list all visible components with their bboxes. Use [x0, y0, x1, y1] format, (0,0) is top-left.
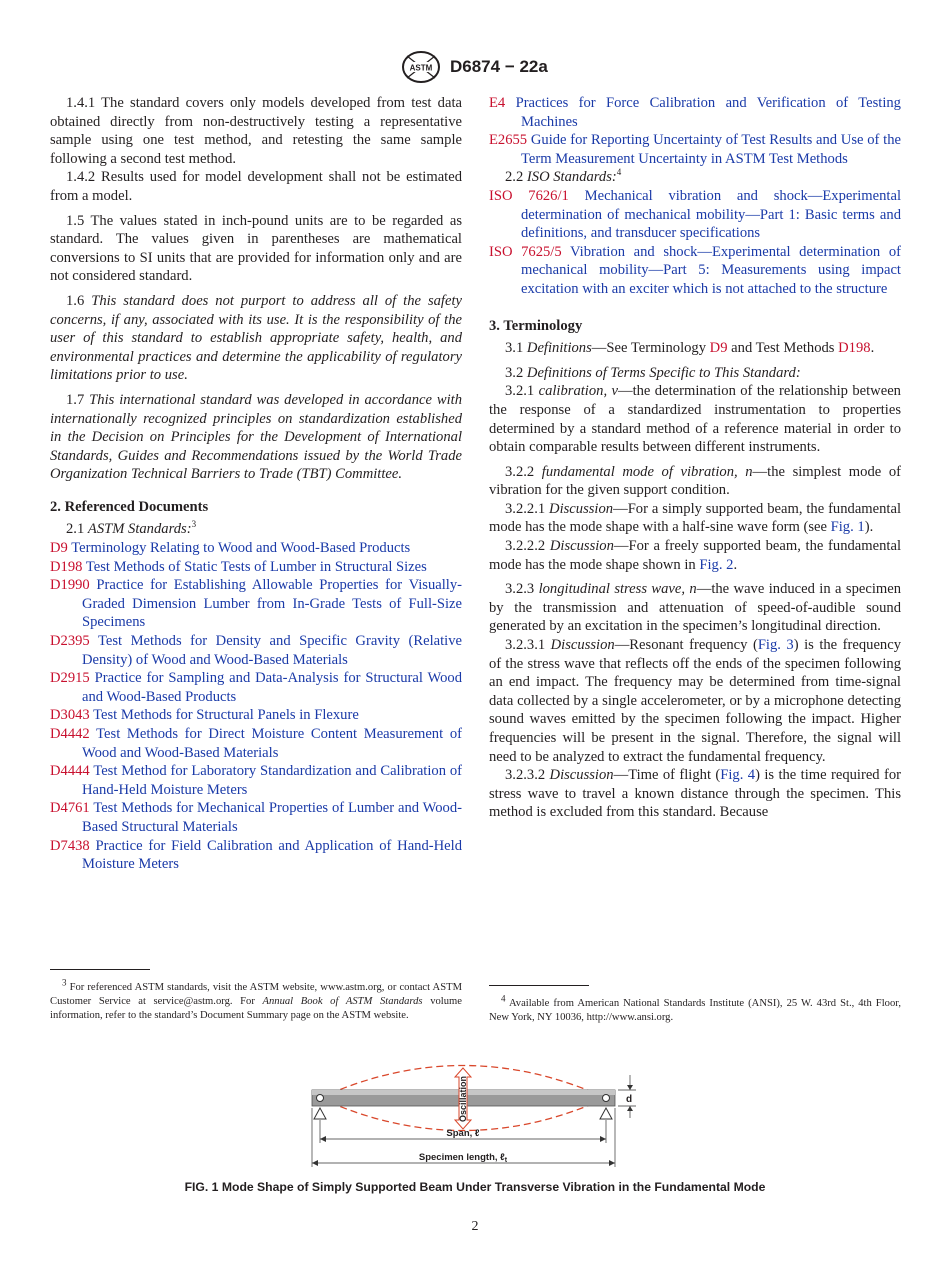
- reference-item[interactable]: E4 Practices for Force Calibration and Verification of Testing Machines: [489, 95, 901, 130]
- specimen-length-label: Specimen length, ℓ$_t$: [418, 1152, 508, 1164]
- paragraph-1-4-2: 1.4.2 Results used for model development shall not be estimated from a model.: [50, 169, 462, 204]
- paragraph-2-2: 2.2 ISO Standards:$^4$: [505, 167, 622, 186]
- paragraph-2-1: 2.1 ASTM Standards:$^3$: [66, 519, 197, 538]
- right-support-triangle: [600, 1108, 612, 1119]
- astm-reference-list: [50, 539, 462, 874]
- astm-logo-icon: [401, 50, 441, 84]
- reference-item[interactable]: D7438 Practice for Field Calibration and Application of Hand-Held Moisture Meters: [50, 837, 462, 873]
- reference-item[interactable]: D1990 Practice for Establishing Allowable Properties for Visually-Graded Dimension Lumber from In-Grade Tests of Full-Size Specimens: [50, 577, 463, 631]
- link-d9[interactable]: D9: [709, 340, 728, 357]
- left-support-triangle: [314, 1108, 326, 1119]
- reference-item[interactable]: D2915 Practice for Sampling and Data-Analysis for Structural Wood and Wood-Based Products: [50, 670, 462, 705]
- link-fig-4[interactable]: Fig. 4: [720, 767, 756, 784]
- paragraph-3-2-3: 3.2.3 longitudinal stress wave, n—the wave induced in a specimen by the transmission and attenuation of speed-of-audible sound generated by an excitation in the specimen’s longitudinal direction.: [489, 581, 902, 635]
- reference-item[interactable]: E2655 Guide for Reporting Uncertainty of Test Results and Use of the Term Measurement Uncertainty in ASTM Test Methods: [489, 132, 901, 167]
- page-number: 2: [471, 1219, 479, 1234]
- reference-item[interactable]: D4444 Test Method for Laboratory Standardization and Calibration of Hand-Held Moisture Meters: [50, 763, 462, 798]
- right-support-pin: [603, 1095, 610, 1102]
- paragraph-3-2-3-1: 3.2.3.1 Discussion—Resonant frequency (Fig. 3) is the frequency of the stress wave that reflects off the ends of the specimen following an end impact. The frequency may be determined from time-signal data collected by a single accelerometer, or by a microphone detecting sound waves emitted by the specimen following the impact. Higher frequencies will be present in the signal. Therefore, the signal will need to be analyzed to extract the fundamental frequency.: [489, 637, 901, 765]
- document-number: D6874 − 22a: [450, 57, 548, 76]
- paragraph-1-5: 1.5 The values stated in inch-pound units are to be regarded as standard. The values given in parentheses are mathematical conversions to SI units that are provided for information only and are not considered standard.: [50, 212, 462, 285]
- reference-item[interactable]: D198 Test Methods of Static Tests of Lumber in Structural Sizes: [50, 558, 427, 575]
- paragraph-3-2-2: 3.2.2 fundamental mode of vibration, n—the simplest mode of vibration for the given support condition.: [489, 463, 901, 499]
- oscillation-label: Oscillation: [458, 1075, 468, 1123]
- paragraph-3-2-2-2: 3.2.2.2 Discussion—For a freely supported beam, the fundamental mode has the mode shape shown in Fig. 2.: [489, 538, 901, 573]
- reference-item[interactable]: D4442 Test Methods for Direct Moisture Content Measurement of Wood and Wood-Based Materials: [50, 726, 462, 761]
- figure-1-caption: FIG. 1 Mode Shape of Simply Supported Beam Under Transverse Vibration in the Fundamental Mode: [184, 1180, 766, 1194]
- reference-item[interactable]: D9 Terminology Relating to Wood and Wood-Based Products: [50, 540, 411, 557]
- link-fig-3[interactable]: Fig. 3: [757, 637, 794, 654]
- svg-text:ASTM: ASTM: [409, 63, 433, 73]
- left-column: [50, 94, 462, 874]
- section-heading-referenced-documents: 2. Referenced Documents: [50, 498, 209, 515]
- reference-item[interactable]: ISO 7626/1 Mechanical vibration and shock—Experimental determination of mechanical mobility—Part 1: Basic terms and definitions, and transducer specifications: [489, 187, 901, 242]
- page-header: [0, 50, 950, 90]
- right-column: [489, 94, 901, 822]
- footnote-rule-left: [50, 969, 150, 970]
- left-support-pin: [317, 1095, 324, 1102]
- paragraph-3-2: 3.2 Definitions of Terms Specific to This Standard:: [505, 364, 801, 381]
- paragraph-3-2-3-2: 3.2.3.2 Discussion—Time of flight (Fig. 4) is the time required for stress wave to travel a known distance through the specimen. This method is excluded from this standard. Because: [489, 767, 901, 821]
- paragraph-3-2-2-1: 3.2.2.1 Discussion—For a simply supported beam, the fundamental mode has the mode shape with a half-sine wave form (see Fig. 1).: [489, 500, 902, 536]
- reference-item[interactable]: D4761 Test Methods for Mechanical Properties of Lumber and Wood-Based Structural Materials: [50, 800, 462, 835]
- span-label: Span, ℓ: [446, 1128, 480, 1139]
- link-fig-2[interactable]: Fig. 2: [699, 556, 734, 573]
- footnote-3: $^3$ For referenced ASTM standards, visit the ASTM website, www.astm.org, or contact ASTM Customer Service at service@astm.org. For Annual Book of ASTM Standards volume information, refer to the standard’s Document Summary page on the ASTM website.: [50, 977, 462, 1021]
- link-fig-1[interactable]: Fig. 1: [830, 519, 865, 536]
- footnote-rule-right: [489, 985, 589, 986]
- iso-reference-list: [489, 187, 901, 299]
- paragraph-3-2-1: 3.2.1 calibration, v—the determination of the relationship between the response of a standardized instrumentation to properties determined by a standard method of a reference material in order to obtain comparable results between different instruments.: [489, 383, 901, 456]
- reference-item[interactable]: D3043 Test Methods for Structural Panels in Flexure: [50, 707, 359, 724]
- reference-item[interactable]: D2395 Test Methods for Density and Specific Gravity (Relative Density) of Wood and Wood-Based Materials: [50, 633, 462, 668]
- section-heading-terminology: 3. Terminology: [489, 317, 583, 334]
- paragraph-1-6: 1.6 This standard does not purport to address all of the safety concerns, if any, associated with its use. It is the responsibility of the user of this standard to establish appropriate safety, health, and environmental practices and determine the applicability of regulatory limitations prior to use.: [50, 292, 462, 384]
- depth-label: d: [626, 1094, 633, 1105]
- astm-reference-list-continued: [489, 94, 901, 168]
- reference-item[interactable]: ISO 7625/5 Vibration and shock—Experimental determination of mechanical mobility—Part 5: Measurements using impact excitation with an exciter which is not attached to the structure: [489, 243, 901, 297]
- figure-1-diagram: [300, 1063, 650, 1175]
- paragraph-1-7: 1.7 This international standard was developed in accordance with internationally recognized principles on standardization established in the Decision on Principles for the Development of International Standards, Guides and Recommendations issued by the World Trade Organization Technical Barriers to Trade (TBT) Committee.: [50, 391, 463, 483]
- paragraph-1-4-1: 1.4.1 The standard covers only models developed from test data obtained directly from non-destructively testing a representative sample using one test method, and retesting the same sample following a second test method.: [50, 95, 462, 167]
- paragraph-3-1: 3.1 Definitions—See Terminology D9 and Test Methods D198.: [505, 340, 875, 357]
- link-d198[interactable]: D198: [838, 340, 871, 357]
- footnote-4: $^4$ Available from American National Standards Institute (ANSI), 25 W. 43rd St., 4th Floor, New York, NY 10036, http://www.ansi.org.: [489, 993, 901, 1023]
